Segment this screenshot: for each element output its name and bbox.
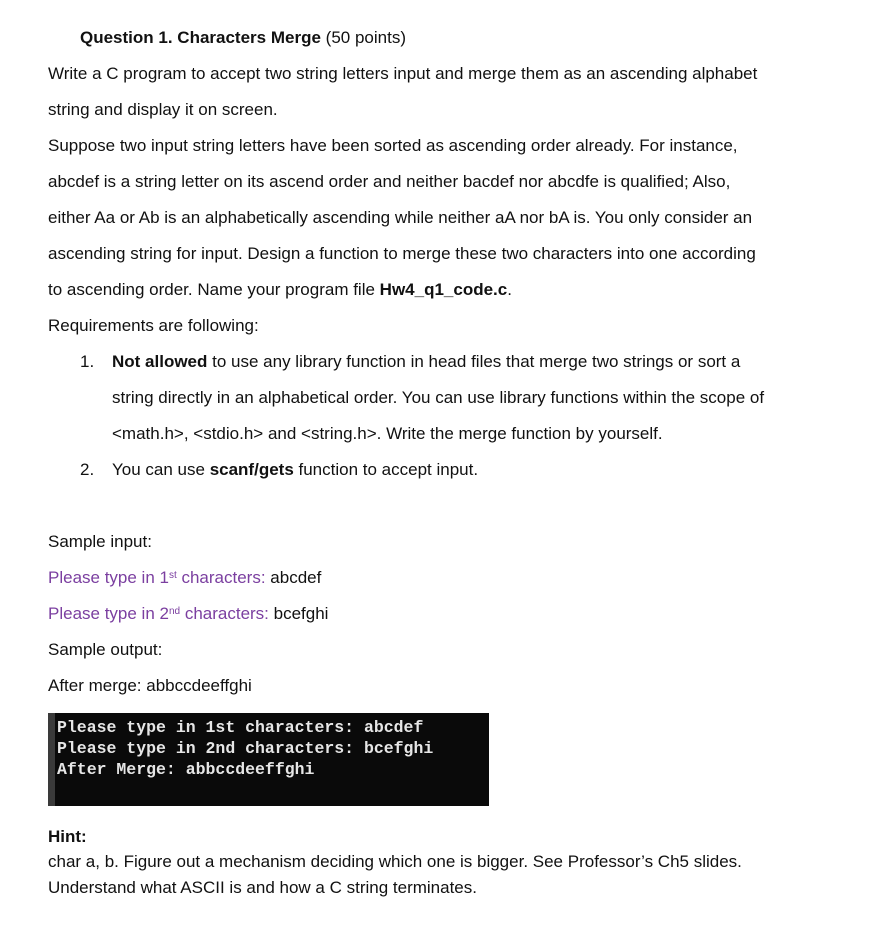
hint-line: char a, b. Figure out a mechanism deciding which one is bigger. See Professor’s Ch5 slides. [48, 852, 742, 871]
console-line: Please type in 1st characters: abcdef [57, 718, 424, 737]
filename-suffix: . [507, 280, 512, 299]
sample-prompt-2 [48, 603, 328, 625]
paragraph-line: Write a C program to accept two string letters input and merge them as an ascending alphabet [48, 64, 758, 83]
paragraph-line: string and display it on screen. [48, 100, 278, 119]
requirement-1-line2: string directly in an alphabetical order. You can use library functions within the scope of [112, 388, 765, 407]
prompt-2-text: Please type in 2nd characters: [48, 604, 274, 623]
question-title [80, 27, 406, 49]
prompt-1-value: abcdef [270, 568, 322, 587]
requirement-1-bold: Not allowed [112, 352, 208, 371]
sample-output-label: Sample output: [48, 640, 163, 659]
question-title-bold: Question 1. Characters Merge [80, 28, 321, 47]
requirement-1-number: 1. [80, 352, 95, 371]
paragraph-line: ascending string for input. Design a function to merge these two characters into one according [48, 244, 756, 263]
console-screenshot [48, 713, 489, 806]
requirement-1-line [112, 351, 740, 373]
sample-input-label: Sample input: [48, 532, 152, 551]
paragraph-line [48, 279, 512, 301]
requirement-1-rest: to use any library function in head files that merge two strings or sort a [207, 352, 741, 371]
requirement-2-bold: scanf/gets [209, 460, 294, 479]
console-line: After Merge: abbccdeeffghi [57, 760, 315, 779]
requirement-1-line3: <math.h>, <stdio.h> and <string.h>. Write the merge function by yourself. [112, 424, 663, 443]
paragraph-line: Suppose two input string letters have been sorted as ascending order already. For instance, [48, 136, 738, 155]
paragraph-line: either Aa or Ab is an alphabetically ascending while neither aA nor bA is. You only consider an [48, 208, 753, 227]
sample-output-line: After merge: abbccdeeffghi [48, 676, 252, 695]
requirement-2-pre: You can use [112, 460, 210, 479]
hint-line: Understand what ASCII is and how a C string terminates. [48, 878, 477, 897]
program-filename: Hw4_q1_code.c [379, 280, 508, 299]
requirement-2-line [112, 459, 478, 481]
paragraph-line: abcdef is a string letter on its ascend order and neither bacdef nor abcdfe is qualified; Also, [48, 172, 731, 191]
sample-prompt-1 [48, 567, 321, 589]
prompt-2-value: bcefghi [273, 604, 329, 623]
requirements-heading: Requirements are following: [48, 316, 259, 335]
requirement-2-number: 2. [80, 460, 95, 479]
console-line: Please type in 2nd characters: bcefghi [57, 739, 434, 758]
hint-heading: Hint: [48, 827, 87, 846]
filename-prefix: to ascending order. Name your program file [48, 280, 380, 299]
requirement-2-post: function to accept input. [293, 460, 479, 479]
prompt-1-text: Please type in 1st characters: [48, 568, 271, 587]
question-points: (50 points) [325, 28, 406, 47]
